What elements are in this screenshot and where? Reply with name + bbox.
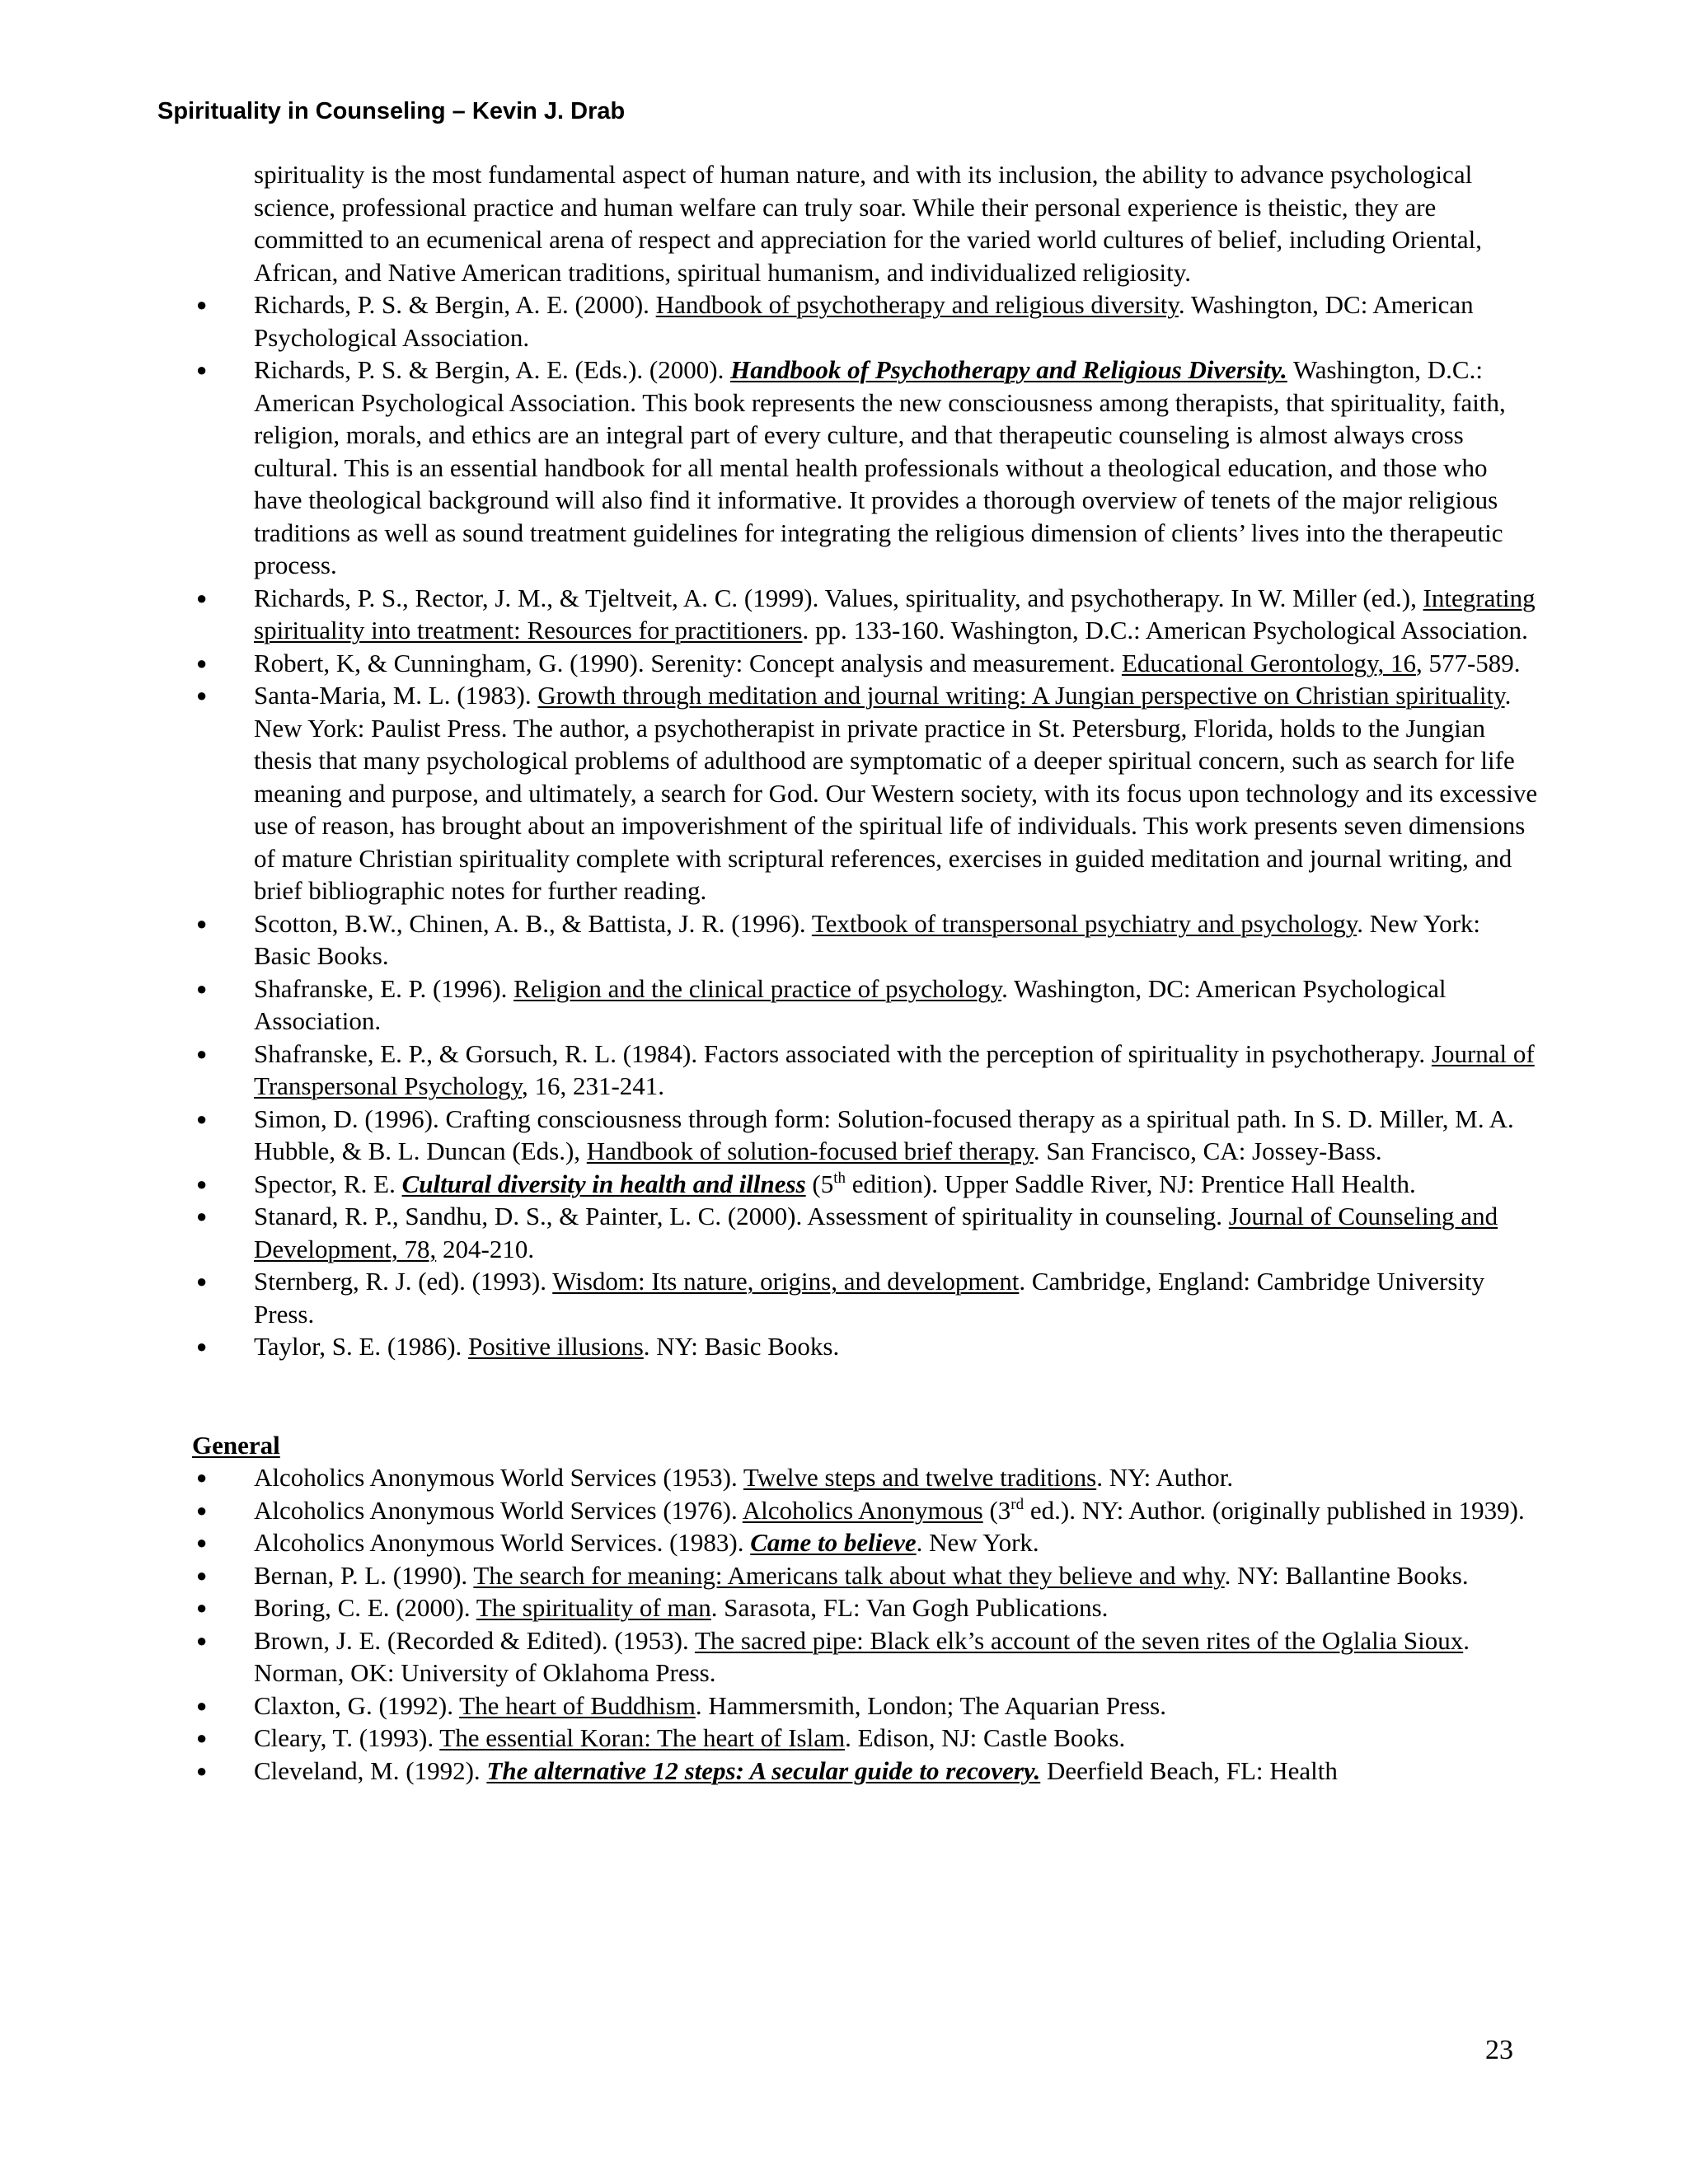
- reference-title: Handbook of psychotherapy and religious diversity: [655, 290, 1179, 319]
- reference-item: ● Robert, K, & Cunningham, G. (1990). Serenity: Concept analysis and measurement. Educational Gerontology, 16, 577-589.: [188, 647, 1540, 680]
- bullet-icon: ●: [196, 977, 208, 999]
- reference-item: ● Cleveland, M. (1992). The alternative 12 steps: A secular guide to recovery. Deerfield Beach, FL: Health: [188, 1755, 1540, 1788]
- reference-item: ● Brown, J. E. (Recorded & Edited). (1953). The sacred pipe: Black elk’s account of the seven rites of the Oglalia Sioux. Norman, OK: University of Oklahoma Press.: [196, 1625, 1470, 1687]
- reference-item: ● Alcoholics Anonymous World Services (1976). Alcoholics Anonymous (3rd ed.). NY: Author. (originally published in 1939).: [188, 1494, 1540, 1527]
- page-number: 23: [1485, 2035, 1513, 2065]
- reference-title: Came to believe: [750, 1528, 917, 1557]
- superscript: rd: [1010, 1495, 1025, 1513]
- bullet-icon: ●: [196, 1467, 208, 1488]
- reference-item: ● Richards, P. S. & Bergin, A. E. (2000). Handbook of psychotherapy and religious diversity. Washington, DC: American Psychological Association.: [196, 290, 1474, 352]
- bullet-icon: ●: [196, 1499, 208, 1521]
- bullet-icon: ●: [196, 294, 208, 315]
- superscript: th: [833, 1169, 846, 1187]
- reference-item: ● Shafranske, E. P. (1996). Religion and the clinical practice of psychology. Washington, DC: American Psychological Association.: [196, 973, 1447, 1035]
- reference-item: ● Claxton, G. (1992). The heart of Buddhism. Hammersmith, London; The Aquarian Press.: [188, 1690, 1540, 1722]
- bullet-icon: ●: [196, 1760, 208, 1781]
- bullet-icon: ●: [196, 1336, 208, 1357]
- reference-title: The heart of Buddhism: [459, 1690, 696, 1720]
- page-header-title: Spirituality in Counseling – Kevin J. Drab: [157, 98, 626, 124]
- reference-title: Integrating spirituality into treatment: Resources for practitioners: [254, 583, 1536, 644]
- bullet-icon: ●: [196, 1271, 208, 1291]
- bullet-icon: ●: [196, 587, 208, 608]
- reference-list: [188, 288, 1540, 1363]
- bullet-icon: ●: [196, 1043, 208, 1064]
- reference-title: Cultural diversity in health and illness: [401, 1169, 806, 1198]
- bullet-icon: ●: [196, 1206, 208, 1226]
- reference-item: ● Sternberg, R. J. (ed). (1993). Wisdom: Its nature, origins, and development. Cambridge, England: Cambridge University Press.: [196, 1267, 1485, 1329]
- reference-title: Journal of Counseling and Development, 78,: [254, 1202, 1498, 1263]
- reference-item: ● Simon, D. (1996). Crafting consciousness through form: Solution-focused therapy as a spiritual path. In S. D. Miller, M. A. Hubble, & B. L. Duncan (Eds.), Handbook of solution-focused brief therapy. San Francisco, CA: Jossey-Bass.: [196, 1104, 1514, 1165]
- bullet-icon: ●: [196, 1597, 208, 1618]
- reference-item: ● Stanard, R. P., Sandhu, D. S., & Painter, L. C. (2000). Assessment of spirituality in counseling. Journal of Counseling and Development, 78, 204-210.: [196, 1202, 1498, 1263]
- bullet-icon: ●: [196, 1173, 208, 1194]
- bullet-icon: ●: [196, 652, 208, 673]
- continuation-paragraph: spirituality is the most fundamental aspect of human nature, and with its inclusion, the ability to advance psychological science, professional practice and human welfare can truly soar. While their personal experience is theistic, they are committed to an ecumenical arena of respect and appreciation for the varied world cultures of belief, including Oriental, African, and Native American traditions, spiritual humanism, and individualized religiosity.: [254, 160, 1482, 287]
- bullet-icon: ●: [196, 1108, 208, 1129]
- bullet-icon: ●: [196, 1532, 208, 1553]
- reference-title: The essential Koran: The heart of Islam: [439, 1723, 846, 1752]
- reference-title: Wisdom: Its nature, origins, and development: [552, 1267, 1020, 1296]
- reference-item: ● Spector, R. E. Cultural diversity in health and illness (5th edition). Upper Saddle River, NJ: Prentice Hall Health.: [188, 1168, 1540, 1201]
- reference-item: ● Richards, P. S. & Bergin, A. E. (Eds.). (2000). Handbook of Psychotherapy and Religious Diversity. Washington, D.C.: American Psychological Association. This book represents the new consciousness among therapists, that spirituality, faith, religion, morals, and ethics are an integral part of every culture, and that therapeutic counseling is almost always cross cultural. This is an essential handbook for all mental health professionals without a theological education, and those who have theological background will also find it informative. It provides a thorough overview of tenets of the major religious traditions as well as sound treatment guidelines for integrating the religious dimension of clients’ lives into the therapeutic process.: [196, 355, 1506, 579]
- reference-title: Positive illusions: [468, 1332, 644, 1361]
- section-heading-general: General: [192, 1430, 280, 1460]
- reference-title: The sacred pipe: Black elk’s account of the seven rites of the Oglalia Sioux: [694, 1625, 1464, 1655]
- bullet-icon: ●: [196, 1629, 208, 1651]
- reference-item: ● Taylor, S. E. (1986). Positive illusions. NY: Basic Books.: [188, 1330, 1540, 1363]
- bullet-icon: ●: [196, 685, 208, 705]
- reference-title: Growth through meditation and journal writing: A Jungian perspective on Christian spirituality: [537, 681, 1505, 710]
- bullet-icon: ●: [196, 1564, 208, 1586]
- reference-item: ● Alcoholics Anonymous World Services (1953). Twelve steps and twelve traditions. NY: Author.: [188, 1461, 1540, 1494]
- reference-title: Textbook of transpersonal psychiatry and psychology: [811, 908, 1357, 938]
- reference-item: ● Santa-Maria, M. L. (1983). Growth through meditation and journal writing: A Jungian perspective on Christian spirituality. New York: Paulist Press. The author, a psychotherapist in private practice in St. Petersburg, Florida, holds to the Jungian thesis that many psychological problems of adulthood are symptomatic of a deeper spiritual concern, such as search for life meaning and purpose, and ultimately, a search for God. Our Western society, with its focus upon technology and its excessive use of reason, has brought about an impoverishment of the spiritual life of individuals. This work presents seven dimensions of mature Christian spirituality complete with scriptural references, exercises in guided meditation and journal writing, and brief bibliographic notes for further reading.: [196, 681, 1538, 905]
- reference-title: Twelve steps and twelve traditions: [743, 1463, 1097, 1492]
- reference-title: The spirituality of man: [476, 1593, 711, 1622]
- reference-item: ● Boring, C. E. (2000). The spirituality of man. Sarasota, FL: Van Gogh Publications.: [188, 1591, 1540, 1624]
- reference-title: Handbook of solution-focused brief therapy: [586, 1137, 1034, 1165]
- bullet-icon: ●: [196, 1694, 208, 1716]
- reference-item: ● Bernan, P. L. (1990). The search for meaning: Americans talk about what they believe and why. NY: Ballantine Books.: [188, 1559, 1540, 1592]
- reference-title: Alcoholics Anonymous: [742, 1495, 983, 1525]
- reference-title: The search for meaning: Americans talk about what they believe and why: [473, 1560, 1225, 1590]
- reference-title: Journal of Transpersonal Psychology: [254, 1038, 1535, 1100]
- reference-title: Handbook of Psychotherapy and Religious Diversity.: [730, 355, 1287, 384]
- bullet-icon: ●: [196, 912, 208, 934]
- reference-item: ● Alcoholics Anonymous World Services. (1983). Came to believe. New York.: [188, 1526, 1540, 1559]
- page-content: [188, 158, 1540, 1787]
- bullet-icon: ●: [196, 359, 208, 380]
- reference-item: ● Cleary, T. (1993). The essential Koran: The heart of Islam. Edison, NJ: Castle Books.: [188, 1722, 1540, 1755]
- general-reference-list: [188, 1461, 1540, 1787]
- reference-item: ● Shafranske, E. P., & Gorsuch, R. L. (1984). Factors associated with the perception of spirituality in psychotherapy. Journal of Transpersonal Psychology, 16, 231-241.: [196, 1038, 1535, 1100]
- reference-title: Educational Gerontology, 16: [1121, 648, 1416, 677]
- reference-item: ● Richards, P. S., Rector, J. M., & Tjeltveit, A. C. (1999). Values, spirituality, and psychotherapy. In W. Miller (ed.), Integrating spirituality into treatment: Resources for practitioners. pp. 133-160. Washington, D.C.: American Psychological Association.: [196, 583, 1536, 644]
- reference-title: Religion and the clinical practice of psychology: [513, 973, 1002, 1003]
- reference-item: ● Scotton, B.W., Chinen, A. B., & Battista, J. R. (1996). Textbook of transpersonal psychiatry and psychology. New York: Basic Books.: [196, 908, 1481, 970]
- reference-title: The alternative 12 steps: A secular guide to recovery.: [486, 1755, 1041, 1785]
- bullet-icon: ●: [196, 1727, 208, 1748]
